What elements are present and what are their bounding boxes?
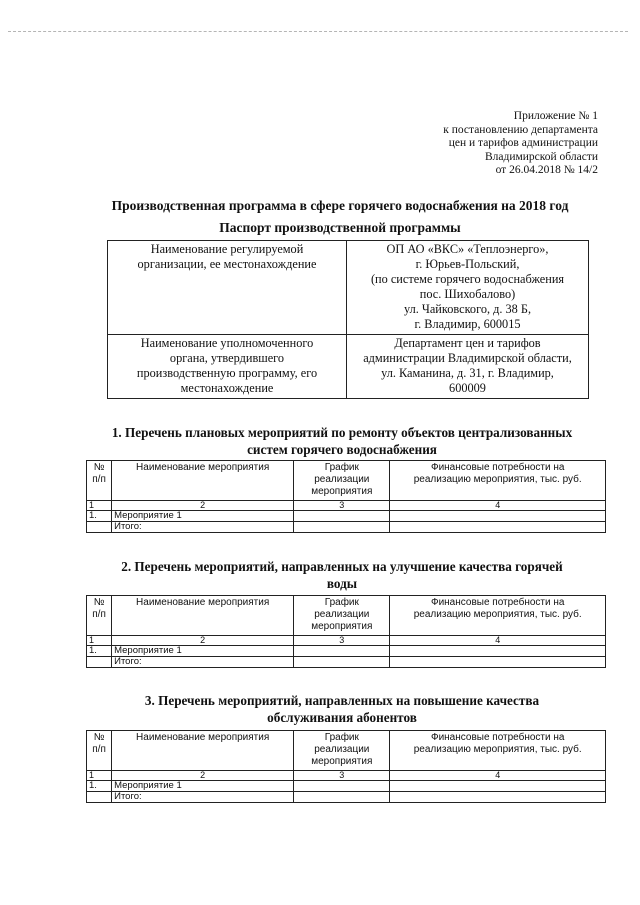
passport-row-organization [108,241,589,335]
header-text: реализацию мероприятия, тыс. руб. [413,609,582,620]
column-number-cell: 4 [390,636,606,646]
passport-label-line: производственную программу, его [136,366,318,380]
passport-value-cell [347,335,589,399]
section-title-line: 1. Перечень плановых мероприятий по ремонту объектов централизованных [111,425,573,440]
column-number-cell: 1 [87,636,112,646]
column-number-cell: 2 [112,501,294,511]
table-total-row [87,792,606,803]
row-number-cell: 1. [87,646,112,657]
section-1-table [86,460,606,533]
section-title-line: воды [326,576,358,591]
header-text: График [324,462,359,473]
header-schedule-cell [294,731,390,771]
row-name-cell: Мероприятие 1 [112,646,294,657]
column-number-cell: 3 [294,501,390,511]
appendix-line: Владимирской области [484,150,598,163]
header-text: реализации [314,609,370,620]
row-name-cell: Итого: [112,657,294,668]
section-title-line: 2. Перечень мероприятий, направленных на улучшение качества горячей [121,559,563,574]
passport-label-line: Наименование регулируемой [150,242,304,256]
appendix-note [338,110,598,178]
row-number-cell: 1. [87,781,112,792]
passport-label-line: организации, ее местонахождение [137,257,317,271]
column-number-cell: 1 [87,501,112,511]
header-finance-cell [390,731,606,771]
header-finance-cell [390,461,606,501]
header-text: реализации [314,744,370,755]
header-text: № [93,462,105,473]
header-name-cell [112,596,294,636]
section-2-table [86,595,606,668]
passport-value-line: г. Владимир, 600015 [414,317,521,331]
row-number-cell: 1. [87,511,112,522]
passport-value-line: г. Юрьев-Польский, [415,257,520,271]
header-text: № [93,732,105,743]
document-title: Производственная программа в сфере горячего водоснабжения на 2018 год [111,198,569,213]
section-title-line: 3. Перечень мероприятий, направленных на повышение качества [144,693,540,708]
column-number-cell: 4 [390,771,606,781]
row-finance-cell [390,646,606,657]
scan-edge-line [8,31,628,32]
passport-row-authority [108,335,589,399]
header-text: Финансовые потребности на [430,732,565,743]
row-finance-cell [390,657,606,668]
table-total-row [87,657,606,668]
passport-value-line: пос. Шихобалово) [419,287,516,301]
header-text: График [324,732,359,743]
passport-label-line: Наименование уполномоченного [140,336,314,350]
row-number-cell [87,522,112,533]
header-text: п/п [92,609,106,620]
section-1-title [72,424,612,458]
header-text: мероприятия [311,486,373,497]
column-number-row [87,501,606,511]
header-text: реализацию мероприятия, тыс. руб. [413,474,582,485]
table-header-row [87,731,606,771]
header-text: мероприятия [311,621,373,632]
passport-value-line: (по системе горячего водоснабжения [370,272,565,286]
header-text: п/п [92,474,106,485]
header-name-cell [112,731,294,771]
row-finance-cell [390,792,606,803]
row-number-cell [87,792,112,803]
column-number-cell: 2 [112,771,294,781]
appendix-line: цен и тарифов администрации [448,137,598,149]
passport-label-cell [108,335,347,399]
appendix-line: к постановлению департамента [443,123,598,136]
header-text: мероприятия [311,756,373,767]
passport-value-line: ОП АО «ВКС» «Теплоэнерго», [386,242,549,256]
appendix-line: от 26.04.2018 № 14/2 [495,164,598,176]
row-schedule-cell [294,511,390,522]
header-text: Финансовые потребности на [430,462,565,473]
row-number-cell [87,657,112,668]
header-name-cell [112,461,294,501]
column-number-cell: 3 [294,636,390,646]
passport-value-line: ул. Чайковского, д. 38 Б, [403,302,532,316]
column-number-cell: 2 [112,636,294,646]
header-schedule-cell [294,596,390,636]
passport-label-cell [108,241,347,335]
header-text: п/п [92,744,106,755]
header-text: График [324,597,359,608]
header-number-cell [87,461,112,501]
header-text: Наименование мероприятия [136,732,270,743]
row-finance-cell [390,511,606,522]
header-text: Финансовые потребности на [430,597,565,608]
row-name-cell: Итого: [112,522,294,533]
passport-table [107,240,589,399]
passport-title: Паспорт производственной программы [219,220,461,235]
table-total-row [87,522,606,533]
header-schedule-cell [294,461,390,501]
row-schedule-cell [294,646,390,657]
passport-value-line: ул. Каманина, д. 31, г. Владимир, [381,366,554,380]
row-schedule-cell [294,657,390,668]
table-header-row [87,461,606,501]
header-text: реализацию мероприятия, тыс. руб. [413,744,582,755]
column-number-cell: 4 [390,501,606,511]
passport-label-line: органа, утвердившего [169,351,285,365]
section-3-title [72,692,612,726]
header-text: Наименование мероприятия [136,597,270,608]
header-text: № [93,597,105,608]
header-number-cell [87,731,112,771]
section-2-title [72,558,612,592]
passport-label-line: местонахождение [180,381,274,395]
row-name-cell: Итого: [112,792,294,803]
row-name-cell: Мероприятие 1 [112,781,294,792]
table-header-row [87,596,606,636]
section-title-line: систем горячего водоснабжения [247,442,437,457]
column-number-cell: 3 [294,771,390,781]
passport-value-cell [347,241,589,335]
row-name-cell: Мероприятие 1 [112,511,294,522]
table-row [87,511,606,522]
row-schedule-cell [294,781,390,792]
header-finance-cell [390,596,606,636]
row-schedule-cell [294,792,390,803]
table-row [87,646,606,657]
row-finance-cell [390,781,606,792]
section-title-line: обслуживания абонентов [267,710,417,725]
section-3-table [86,730,606,803]
header-number-cell [87,596,112,636]
table-row [87,781,606,792]
row-schedule-cell [294,522,390,533]
column-number-row [87,636,606,646]
header-text: Наименование мероприятия [136,462,270,473]
column-number-cell: 1 [87,771,112,781]
appendix-line: Приложение № 1 [513,110,598,122]
row-finance-cell [390,522,606,533]
passport-value-line: 600009 [449,381,486,395]
header-text: реализации [314,474,370,485]
passport-value-line: администрации Владимирской области, [363,351,572,365]
column-number-row [87,771,606,781]
passport-value-line: Департамент цен и тарифов [394,336,541,350]
